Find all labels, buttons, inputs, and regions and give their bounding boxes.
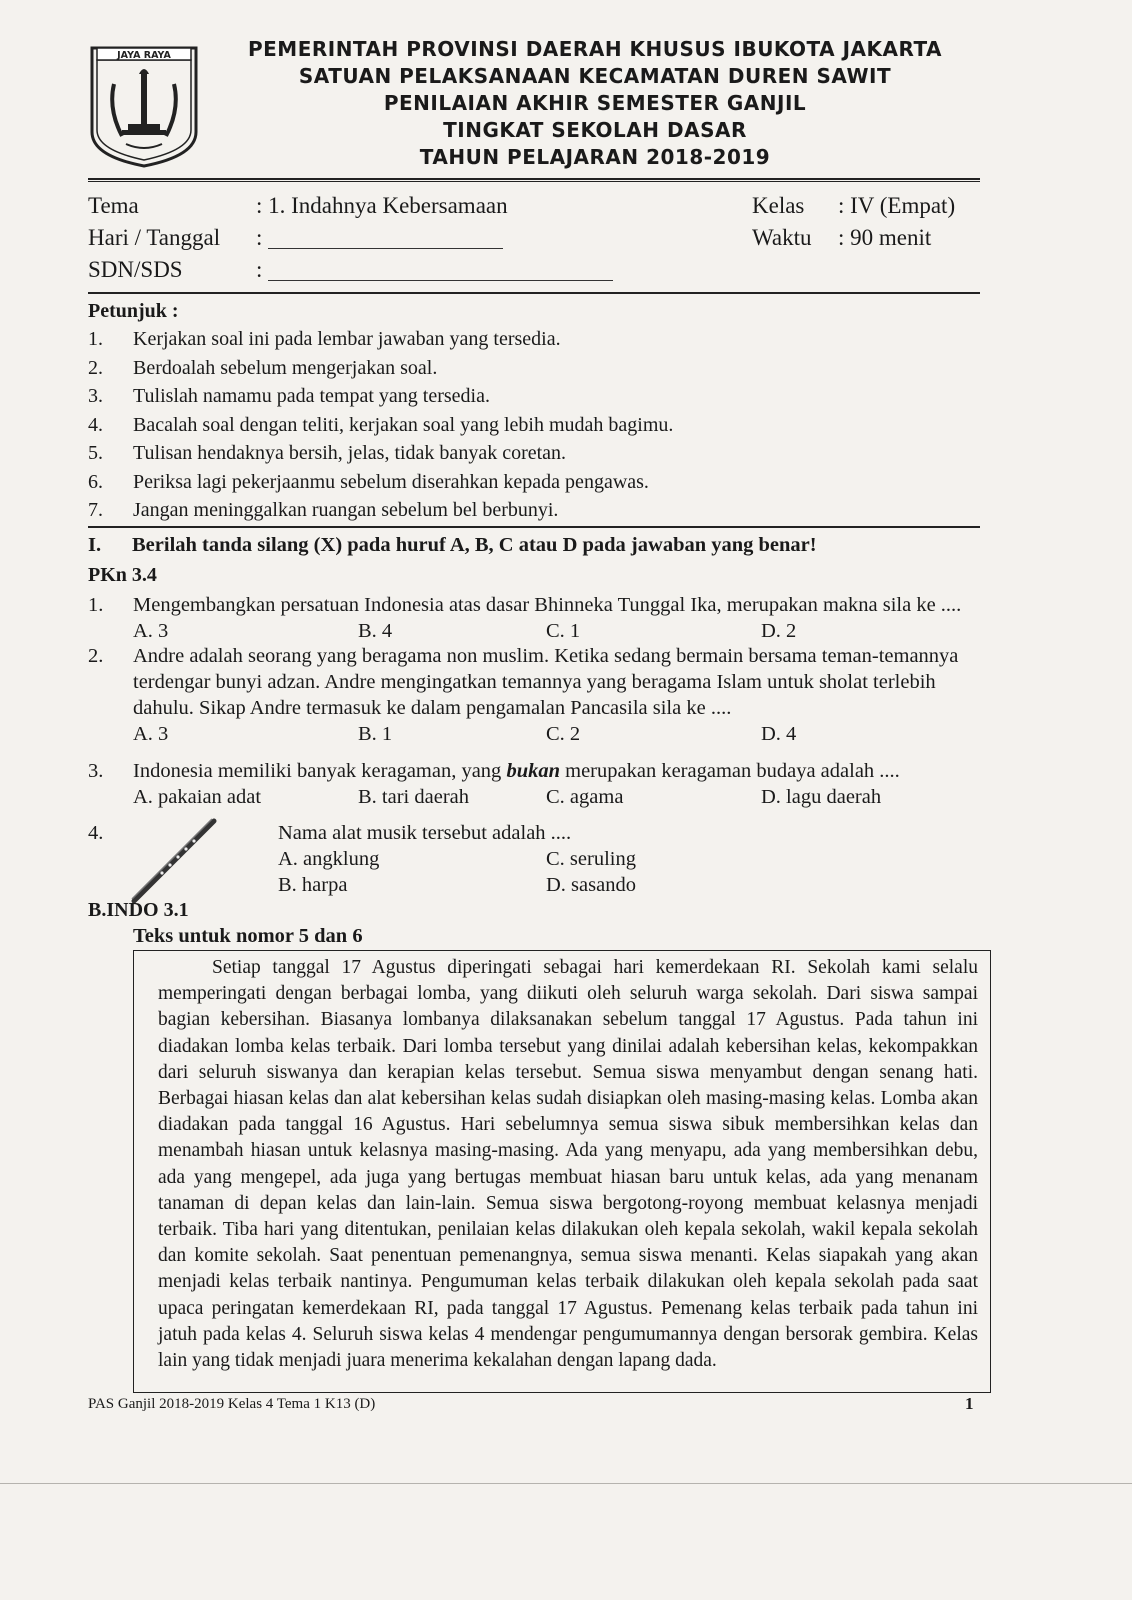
section-heading — [88, 534, 817, 557]
option-a[interactable]: A. 3 — [133, 620, 169, 642]
option-a[interactable]: A. pakaian adat — [133, 786, 262, 808]
subject-pkn: PKn 3.4 — [88, 564, 157, 586]
question-text-line-2: terdengar bunyi adzan. Andre mengingatkan temannya yang beragama Islam untuk sholat terlebih — [133, 671, 936, 693]
subject-bindo: B.INDO 3.1 — [88, 899, 189, 921]
list-item: 3. Tulislah namamu pada tempat yang tersedia. — [88, 385, 490, 407]
question-text: Indonesia memiliki banyak keragaman, yang bukan merupakan keragaman budaya adalah .... — [133, 760, 900, 782]
question-text: Nama alat musik tersebut adalah .... — [278, 822, 572, 844]
waktu-value: : 90 menit — [838, 225, 932, 250]
question-text-line-3: dahulu. Sikap Andre termasuk ke dalam pengamalan Pancasila sila ke .... — [133, 697, 732, 719]
instructions — [88, 300, 980, 525]
instructions-divider — [88, 526, 980, 528]
tema-label: Tema — [88, 193, 139, 218]
letterhead-line-5: TAHUN PELAJARAN 2018-2019 — [419, 145, 771, 169]
letterhead-line-1: PEMERINTAH PROVINSI DAERAH KHUSUS IBUKOTA JAKARTA — [247, 37, 943, 61]
hari-field[interactable] — [268, 226, 503, 249]
list-item: 5. Tulisan hendaknya bersih, jelas, tidak banyak coretan. — [88, 442, 567, 464]
info-right — [752, 190, 955, 254]
scan-edge-line — [0, 1483, 1132, 1484]
list-item: 1. Kerjakan soal ini pada lembar jawaban yang tersedia. — [88, 328, 561, 350]
answer-options — [88, 784, 983, 810]
question-number: 4. — [88, 822, 104, 844]
option-b[interactable]: B. 4 — [358, 620, 393, 642]
sdn-label: SDN/SDS — [88, 257, 183, 282]
option-d[interactable]: D. sasando — [546, 874, 636, 896]
option-c[interactable]: C. 2 — [546, 723, 581, 745]
reading-passage — [133, 950, 991, 1393]
kelas-label: Kelas — [752, 193, 805, 218]
section-number: I. — [88, 534, 102, 556]
list-item: 7. Jangan meninggalkan ruangan sebelum bel berbunyi. — [88, 499, 559, 521]
answer-options — [88, 721, 983, 747]
question-text: Mengembangkan persatuan Indonesia atas dasar Bhinneka Tunggal Ika, merupakan makna sila ke .... — [133, 594, 962, 616]
list-item: 2. Berdoalah sebelum mengerjakan soal. — [88, 356, 438, 379]
question-1 — [88, 592, 983, 644]
question-text-line-1: Andre adalah seorang yang beragama non muslim. Ketika sedang bermain bersama teman-temannya — [133, 645, 959, 667]
question-number: 2. — [88, 645, 104, 667]
question-2 — [88, 643, 983, 747]
tema-value: : 1. Indahnya Kebersamaan — [256, 193, 508, 218]
passage-body: Setiap tanggal 17 Agustus diperingati sebagai hari kemerdekaan RI. Sekolah kami selalu memperingati dengan berbagai lomba, yang diikuti oleh seluruh warga sekolah. Dari siswa sampai bagian kebersihan. Biasanya lombanya dilaksanakan sebelum tanggal 17 Agustus. Pada tahun ini diadakan lomba kelas terbaik. Dari lomba tersebut yang dinilai adalah kebersihan kelas, kekompakkan dari seluruh siswanya dan kerapian kelas tersebut. Semua siswa menyambut dengan senang hati. Berbagai hiasan kelas dan alat kebersihan kelas sudah disiapkan oleh masing-masing kelas. Lomba akan diadakan pada tanggal 16 Agustus. Hari sebelumnya semua siswa sibuk membersihkan kelas dan menambah hiasan untuk kelasnya masing-masing. Ada yang menyapu, ada yang membersihkan debu, ada yang mengepel, ada juga yang bertugas membuat hiasan baru untuk kelas, ada yang menanam tanaman di depan kelas dan lain-lain. Semua siswa bergotong-royong membuat kelasnya menjadi terbaik. Tiba hari yang ditentukan, penilaian kelas dilakukan oleh kepala sekolah, wakil kepala sekolah dan komite sekolah. Saat penentuan pemenangnya, semua siswa menanti. Kelas siapakah yang akan menjadi kelas terbaik nantinya. Pengumuman kelas terbaik dilakukan oleh kepala sekolah pada saat upaca peringatan kemerdekaan RI, pada tanggal 17 Agustus. Pemenang kelas terbaik pada tahun ini jatuh pada kelas 4. Seluruh siswa kelas 4 mendengar pengumumannya dengan bersorak gembira. Kelas lain yang tidak menjadi juara menerima kekalahan dengan lapang dada. — [158, 957, 978, 1372]
page-number: 1 — [965, 1394, 974, 1413]
option-b[interactable]: B. 1 — [358, 723, 393, 745]
letterhead-line-4: TINGKAT SEKOLAH DASAR — [443, 118, 747, 142]
section-title: Berilah tanda silang (X) pada huruf A, B, C atau D pada jawaban yang benar! — [132, 534, 817, 556]
flute-image-icon — [128, 817, 218, 907]
option-c[interactable]: C. agama — [546, 786, 624, 808]
passage-title: Teks untuk nomor 5 dan 6 — [133, 925, 363, 947]
list-item: 6. Periksa lagi pekerjaanmu sebelum diserahkan kepada pengawas. — [88, 470, 649, 493]
option-a[interactable]: A. 3 — [133, 723, 169, 745]
kelas-value: : IV (Empat) — [838, 193, 956, 218]
sdn-field[interactable] — [268, 258, 613, 281]
hari-label: Hari / Tanggal — [88, 225, 221, 250]
logo-text: JAYA RAYA — [117, 50, 171, 61]
answer-options — [88, 618, 983, 644]
header-divider-thin — [88, 181, 980, 182]
option-c[interactable]: C. 1 — [546, 620, 581, 642]
question-number: 1. — [88, 594, 104, 616]
info-left — [88, 190, 613, 286]
letterhead-line-2: SATUAN PELAKSANAAN KECAMATAN DUREN SAWIT — [298, 64, 892, 88]
question-number: 3. — [88, 760, 104, 782]
option-d[interactable]: D. 2 — [761, 620, 797, 642]
emphasis-word: bukan — [506, 760, 560, 782]
letterhead — [210, 36, 980, 171]
option-b[interactable]: B. harpa — [278, 874, 348, 896]
hari-colon: : — [256, 225, 263, 250]
option-a[interactable]: A. angklung — [278, 848, 380, 870]
option-d[interactable]: D. 4 — [761, 723, 797, 745]
option-d[interactable]: D. lagu daerah — [761, 786, 882, 808]
list-item: 4. Bacalah soal dengan teliti, kerjakan soal yang lebih mudah bagimu. — [88, 413, 674, 436]
option-b[interactable]: B. tari daerah — [358, 786, 469, 808]
header-divider — [88, 178, 980, 180]
question-3 — [88, 758, 983, 810]
instructions-list — [88, 325, 980, 525]
waktu-label: Waktu — [752, 225, 812, 250]
footer-code: PAS Ganjil 2018-2019 Kelas 4 Tema 1 K13 (D) — [88, 1396, 376, 1412]
letterhead-line-3: PENILAIAN AKHIR SEMESTER GANJIL — [383, 91, 807, 115]
jakarta-emblem-icon — [88, 44, 200, 170]
instructions-title: Petunjuk : — [88, 300, 179, 322]
sdn-colon: : — [256, 257, 263, 282]
option-c[interactable]: C. seruling — [546, 848, 636, 870]
info-divider — [88, 292, 980, 294]
